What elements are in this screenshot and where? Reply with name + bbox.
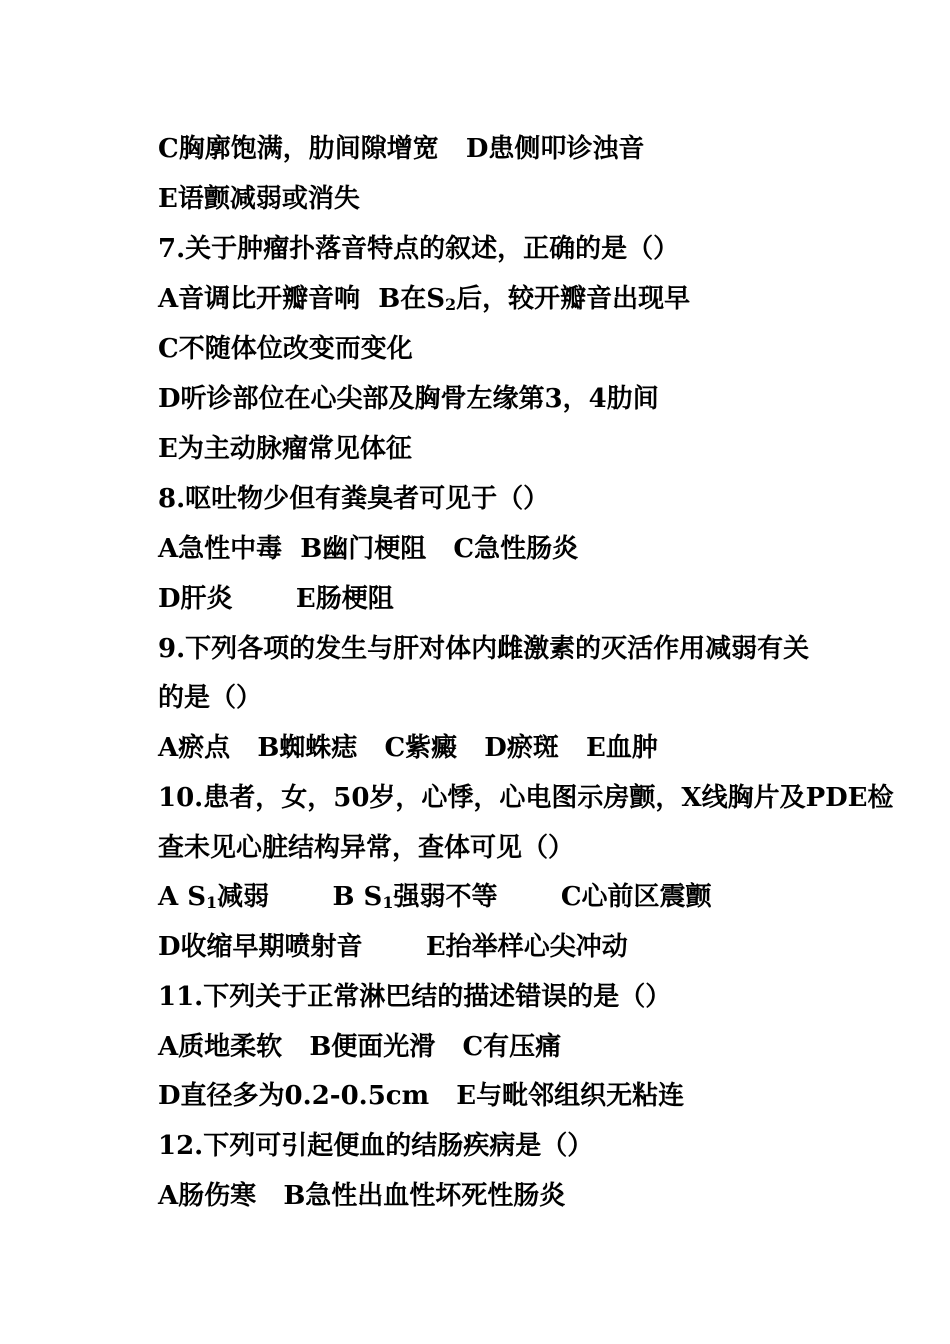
text-line: A质地柔软 B便面光滑 C有压痛: [158, 1032, 562, 1062]
text-line: D肝炎 E肠梗阻: [158, 584, 394, 614]
question-8: 8.呕吐物少但有粪臭者可见于（）: [158, 484, 550, 514]
text-line: C胸廓饱满，肋间隙增宽 D患侧叩诊浊音: [158, 134, 645, 164]
text-line: A急性中毒 B幽门梗阻 C急性肠炎: [158, 534, 579, 564]
question-10: 10.患者，女，50岁，心悸，心电图示房颤，X线胸片及PDE检: [158, 783, 894, 813]
question-7: 7.关于肿瘤扑落音特点的叙述，正确的是（）: [158, 234, 680, 264]
text-line: C不随体位改变而变化: [158, 334, 413, 364]
text-line: E语颤减弱或消失: [158, 184, 360, 214]
text-line: 的是（）: [158, 683, 263, 713]
text-line: A瘀点 B蜘蛛痣 C紫癜 D瘀斑 E血肿: [158, 733, 658, 763]
question-12: 12.下列可引起便血的结肠疾病是（）: [158, 1131, 594, 1161]
text-line: A肠伤寒 B急性出血性坏死性肠炎: [158, 1181, 566, 1211]
question-10-options-abc: A $S_1$减弱 B $S_1$强弱不等 C心前区震颤: [158, 882, 712, 912]
question-11: 11.下列关于正常淋巴结的描述错误的是（）: [158, 982, 672, 1012]
text-line: 查未见心脏结构异常，查体可见（）: [158, 833, 575, 863]
text-line: D直径多为0.2-0.5cm E与毗邻组织无粘连: [158, 1081, 685, 1111]
question-9: 9.下列各项的发生与肝对体内雌激素的灭活作用减弱有关: [158, 634, 810, 664]
text-line: D听诊部位在心尖部及胸骨左缘第3，4肋间: [158, 384, 659, 414]
question-7-options-ab: A音调比开瓣音响 B在$S_2$后，较开瓣音出现早: [158, 284, 691, 314]
text-line: D收缩早期喷射音 E抬举样心尖冲动: [158, 932, 628, 962]
text-line: E为主动脉瘤常见体征: [158, 434, 412, 464]
